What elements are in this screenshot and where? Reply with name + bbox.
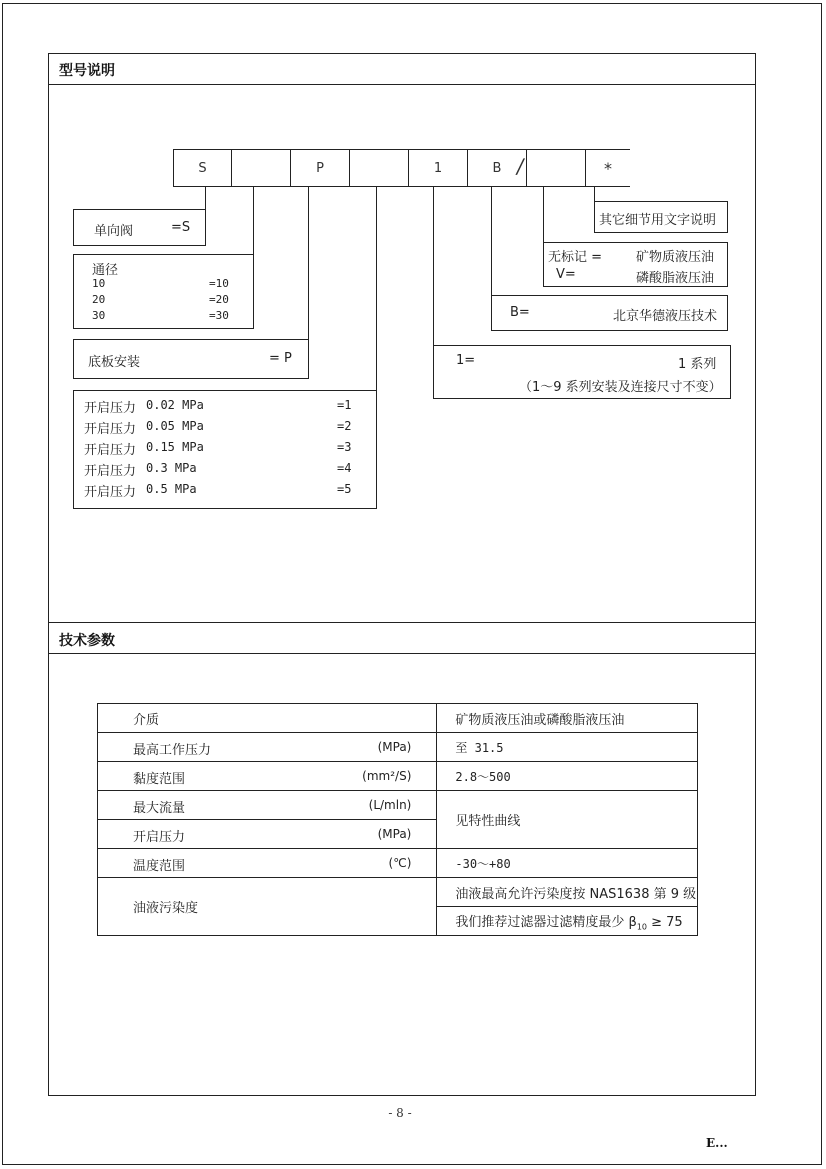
param-cell	[98, 733, 437, 762]
param-cell	[98, 849, 437, 878]
check-valve-value: =S	[171, 220, 191, 235]
table-row	[98, 762, 698, 791]
opening-pressure-value: 0.02 MPa	[146, 398, 204, 412]
opening-pressure-value: 0.5 MPa	[146, 482, 197, 496]
param-name: 最高工作压力	[133, 743, 212, 758]
bore-size: 30	[92, 309, 106, 322]
opening-pressure-value: 0.05 MPa	[146, 419, 204, 433]
tech-params-table	[97, 703, 698, 936]
bore-label: 通径	[92, 263, 119, 278]
maker-label: B=	[510, 305, 530, 320]
bore-code: =10	[209, 277, 229, 290]
leader-line	[594, 187, 595, 201]
param-value-2-text: 我们推荐过滤器过滤精度最少 β	[455, 914, 637, 930]
param-value: 至 31.5	[437, 733, 698, 762]
param-value: -30～+80	[437, 849, 698, 878]
table-row	[98, 849, 698, 878]
divider	[48, 653, 756, 654]
param-name: 介质	[98, 704, 437, 733]
code-cell-8: *	[585, 149, 630, 187]
param-name: 黏度范围	[133, 772, 186, 787]
param-unit: (MPa)	[377, 740, 412, 754]
series-value: 1 系列	[678, 357, 717, 372]
footer-mark: E...	[706, 1136, 728, 1150]
param-unit: (MPa)	[377, 827, 412, 841]
opening-pressure-code: =3	[337, 440, 352, 454]
fluid-box	[543, 242, 728, 287]
mounting-value: = P	[269, 351, 292, 366]
param-value: 油液最高允许污染度按 NAS1638 第 9 级	[437, 878, 698, 907]
leader-line	[543, 187, 544, 242]
param-value-2-suffix: ≥ 75	[651, 914, 683, 930]
param-name: 温度范围	[133, 859, 186, 874]
param-cell	[98, 762, 437, 791]
other-details-text: 其它细节用文字说明	[599, 213, 717, 228]
param-name: 最大流量	[133, 801, 186, 816]
fluid-label: V=	[556, 267, 576, 282]
leader-line	[308, 187, 309, 339]
opening-pressure-code: =4	[337, 461, 352, 475]
code-cell-7	[526, 149, 586, 187]
table-row	[98, 878, 698, 907]
param-value: 见特性曲线	[437, 791, 698, 849]
code-cell-3: P	[290, 149, 350, 187]
code-cell-6: B	[467, 149, 527, 187]
divider	[48, 84, 756, 85]
series-note: （1～9 系列安装及连接尺寸不变）	[519, 380, 722, 395]
opening-pressure-code: =5	[337, 482, 352, 496]
param-value: 矿物质液压油或磷酸脂液压油	[437, 704, 698, 733]
param-value: 2.8～500	[437, 762, 698, 791]
opening-pressure-label: 开启压力	[84, 422, 137, 437]
opening-pressure-label: 开启压力	[84, 401, 137, 416]
bore-code: =20	[209, 293, 229, 306]
table-row	[98, 704, 698, 733]
param-unit: (℃)	[388, 856, 412, 870]
leader-line	[491, 187, 492, 295]
check-valve-box	[73, 209, 206, 246]
model-section-title: 型号说明	[59, 63, 115, 79]
tech-section-title: 技术参数	[59, 633, 115, 649]
table-row	[98, 733, 698, 762]
opening-pressure-label: 开启压力	[84, 485, 137, 500]
fluid-value: 矿物质液压油	[636, 250, 715, 265]
param-cell	[98, 791, 437, 820]
code-cell-2	[231, 149, 291, 187]
param-name: 油液污染度	[98, 878, 437, 936]
code-cell-4	[349, 149, 409, 187]
opening-pressure-label: 开启压力	[84, 443, 137, 458]
fluid-value: 磷酸脂液压油	[636, 271, 715, 286]
code-cell-1: S	[173, 149, 232, 187]
param-unit: (L/mln)	[368, 798, 412, 812]
bore-box	[73, 254, 254, 329]
param-value-2	[437, 907, 698, 936]
param-cell	[98, 820, 437, 849]
opening-pressure-value: 0.15 MPa	[146, 440, 204, 454]
table-row	[98, 791, 698, 820]
leader-line	[433, 187, 434, 345]
opening-pressure-code: =1	[337, 398, 352, 412]
fluid-label: 无标记 =	[548, 250, 603, 265]
param-name: 开启压力	[133, 830, 186, 845]
bore-size: 20	[92, 293, 106, 306]
mounting-box	[73, 339, 309, 379]
leader-line	[376, 187, 377, 391]
other-details-box	[594, 201, 728, 233]
code-slash: /	[514, 154, 526, 178]
param-value-2-sub: 10	[636, 922, 647, 932]
leader-line	[253, 187, 254, 255]
series-box	[433, 345, 731, 399]
maker-box	[491, 295, 728, 331]
opening-pressure-label: 开启压力	[84, 464, 137, 479]
code-cell-5: 1	[408, 149, 468, 187]
mounting-label: 底板安装	[88, 355, 141, 370]
maker-value: 北京华德液压技术	[613, 309, 718, 324]
bore-size: 10	[92, 277, 106, 290]
check-valve-label: 单向阀	[94, 224, 134, 239]
page-number: - 8 -	[388, 1106, 412, 1120]
opening-pressure-value: 0.3 MPa	[146, 461, 197, 475]
leader-line	[205, 187, 206, 209]
bore-code: =30	[209, 309, 229, 322]
divider	[48, 622, 756, 623]
series-label: 1=	[456, 353, 476, 368]
opening-pressure-box	[73, 390, 377, 509]
param-unit: (mm²/S)	[362, 769, 412, 783]
opening-pressure-code: =2	[337, 419, 352, 433]
